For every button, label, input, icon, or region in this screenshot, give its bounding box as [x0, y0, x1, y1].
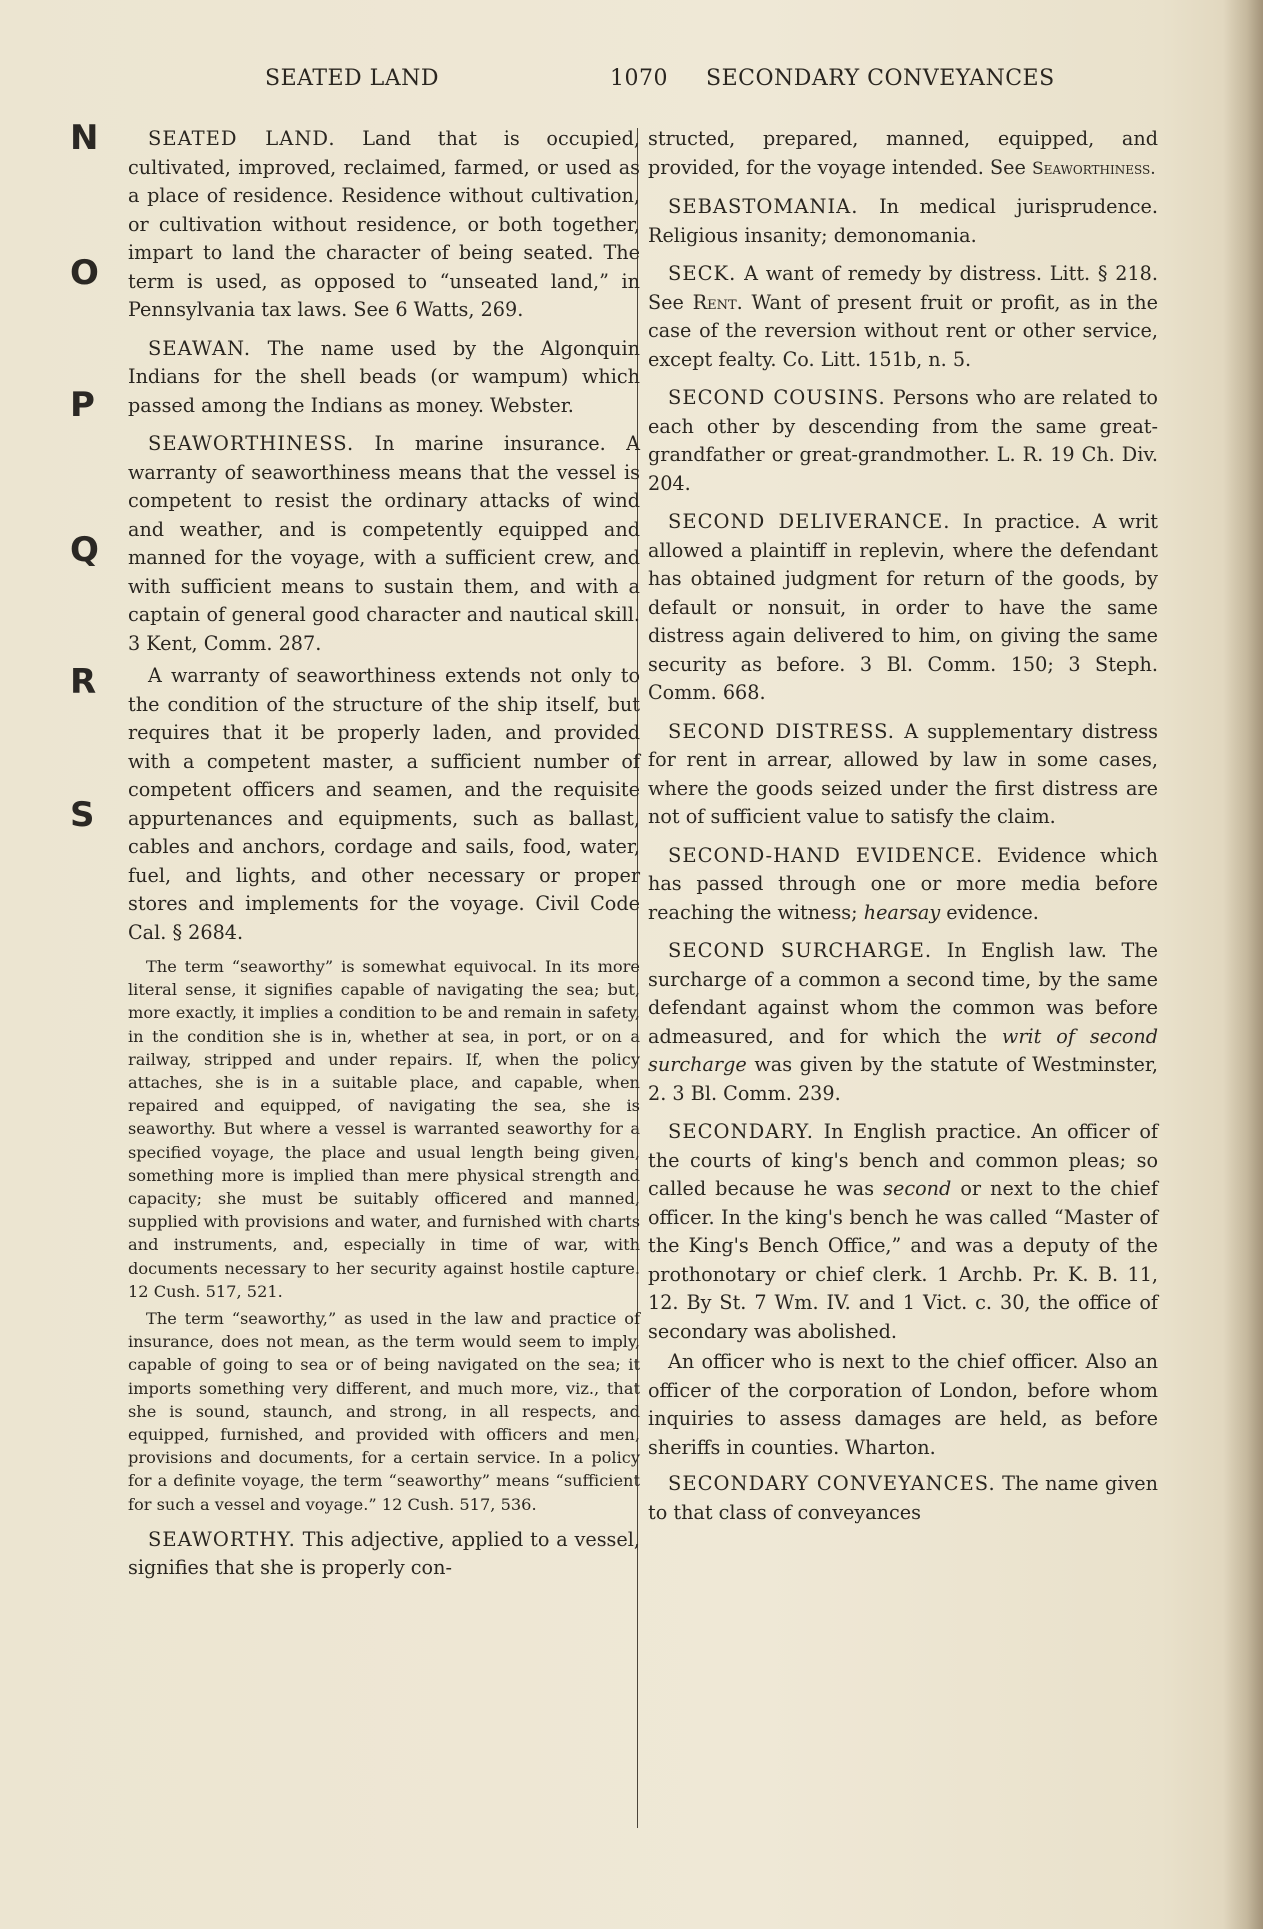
entry-second-deliverance [648, 508, 1158, 708]
entry-definition: In English practice. An officer of the courts of king's bench and common pleas; so called because he was [648, 1120, 1158, 1200]
entry-headword: SEAWAN. [148, 336, 252, 360]
thumb-index-letter[interactable]: R [70, 662, 97, 702]
entry-second-distress [648, 718, 1158, 832]
italic-term: hearsay [863, 900, 941, 924]
running-header [0, 66, 1263, 100]
entry-headword: SECOND DISTRESS. [668, 719, 895, 743]
book-spine-shadow [1223, 0, 1263, 1929]
entry-secondary [648, 1118, 1158, 1346]
entry-definition: Evidence which has passed through one or more media before reaching the witness; [648, 843, 1158, 924]
italic-term: second [883, 1177, 952, 1200]
cross-reference: Rent. [692, 290, 743, 314]
entry-headword: SECOND COUSINS. [668, 386, 886, 409]
entry-headword: SECK. [668, 262, 737, 285]
entry-headword: SECOND-HAND EVIDENCE. [668, 843, 984, 867]
thumb-index-letter[interactable]: N [70, 118, 99, 158]
entry-sebastomania [648, 193, 1158, 250]
entry-definition: This adjective, applied to a vessel, signifies that she is properly con- [128, 1527, 640, 1580]
header-right-guideword: SECONDARY CONVEYANCES [706, 66, 1055, 91]
thumb-index-letter[interactable]: O [70, 253, 99, 293]
left-column [128, 125, 640, 1593]
cross-reference: Seaworthiness. [1031, 158, 1156, 179]
entry-definition: In practice. A writ allowed a plaintiff in replevin, where the defendant has obtained judgment for return of the goods, by default or nonsuit, in order to have the same distress again delivered to him, on giving the same security as before. 3 Bl. Comm. 150; 3 Steph. Comm. 668. [648, 510, 1158, 704]
entry-definition: or next to the chief officer. In the king's bench he was called “Master of the King's Bench Office,” and was a deputy of the prothonotary or chief clerk. 1 Archb. Pr. K. B. 11, 12. By St. 7 Wm. IV. and 1 Vict. c. 30, the office of secondary was abolished. [648, 1177, 1158, 1343]
entry-definition: evidence. [940, 900, 1039, 924]
entry-seck [648, 260, 1158, 374]
entry-headword: SEAWORTHINESS. [148, 432, 355, 455]
entry-definition: In English law. The surcharge of a common a second time, by the same defendant against whom the common was before admeasured, and for which the [648, 939, 1158, 1048]
entry-definition: A want of remedy by distress. Litt. § 218. See [648, 262, 1158, 314]
entry-secondary-conveyances [648, 1470, 1158, 1527]
entry-definition: Want of present fruit or profit, as in the case of the reversion without rent or other service, except fealty. Co. Litt. 151b, n. 5. [648, 290, 1158, 371]
header-left-guideword: SEATED LAND [265, 66, 440, 91]
entry-seaworthiness [128, 430, 640, 658]
italic-term: writ of second surcharge [648, 1024, 1159, 1076]
thumb-index-letter[interactable]: S [70, 795, 95, 835]
entry-note: The term “seaworthy,” as used in the law and practice of insurance, does not mean, as the term would seem to imply, capable of going to sea or of being navigated on the sea; it imports something very different, and much more, viz., that she is sound, staunch, and strong, in all respects, and equipped, furnished, and provided with officers and men, provisions and documents, for a certain service. In a policy for a definite voyage, the term “seaworthy” means “sufficient for such a vessel and voyage.” 12 Cush. 517, 536. [128, 1309, 640, 1514]
entry-headword: SECONDARY CONVEYANCES. [668, 1472, 996, 1495]
entry-second-hand-evidence [648, 842, 1158, 928]
entry-definition: In medical jurisprudence. Religious insanity; demonomania. [648, 195, 1158, 247]
entry-definition: Persons who are related to each other by descending from the same great-grandfather or great-grandmother. L. R. 19 Ch. Div. 204. [648, 386, 1158, 495]
entry-note: The term “seaworthy” is somewhat equivocal. In its more literal sense, it signifies capable of navigating the sea; but, more exactly, it implies a condition to be and remain in safety, in the condition she is in, whether at sea, in port, or on a railway, stripped and under repairs. If, when the policy attaches, she is in a suitable place, and capable, when repaired and equipped, of navigating the sea, she is seaworthy. But where a vessel is warranted seaworthy for a specified voyage, the place and usual length being given, something more is implied than mere physical strength and capacity; she must be suitably officered and manned, supplied with provisions and water, and furnished with charts and instruments, and, especially in time of war, with documents necessary to her security against hostile capture. 12 Cush. 517, 521. [128, 957, 640, 1301]
entry-second-surcharge [648, 937, 1158, 1108]
entry-headword: SEAWORTHY. [148, 1527, 296, 1551]
entry-seaworthy [128, 1526, 640, 1583]
entry-definition: The name given to that class of conveyances [648, 1472, 1159, 1524]
entry-definition: In marine insurance. A warranty of seaworthiness means that the vessel is competent to resist the ordinary attacks of wind and weather, and is competently equipped and manned for the voyage, with a sufficient crew, and with sufficient means to sustain them, and with a captain of general good character and nautical skill. 3 Kent, Comm. 287. [128, 432, 640, 655]
entry-seaworthy-continued [648, 125, 1158, 183]
entry-paragraph: A warranty of seaworthiness extends not only to the condition of the structure of the ship itself, but requires that it be properly laden, and provided with a competent master, a sufficient number of competent officers and seamen, and the requisite appurtenances and equipments, such as ballast, cables and anchors, cordage and sails, food, water, fuel, and lights, and other necessary or proper stores and implements for the voyage. Civil Code Cal. § 2684. [128, 664, 640, 944]
entry-definition: The name used by the Algonquin Indians for the shell beads (or wampum) which passed among the Indians as money. Webster. [128, 336, 640, 417]
thumb-index-letter[interactable]: P [70, 385, 95, 425]
entry-second-cousins [648, 384, 1158, 498]
entry-headword: SECOND SURCHARGE. [668, 939, 933, 962]
entry-definition: A supplementary distress for rent in arrear, allowed by law in some cases, where the goods seized under the first distress are not of sufficient value to satisfy the claim. [648, 719, 1158, 828]
entry-paragraph: An officer who is next to the chief officer. Also an officer of the corporation of London, before whom inquiries to assess damages are held, as before sheriffs in counties. Wharton. [648, 1350, 1158, 1459]
entry-seated-land [128, 125, 640, 325]
right-column [648, 125, 1158, 1537]
entry-headword: SECONDARY. [668, 1120, 814, 1143]
entry-headword: SEATED LAND. [148, 127, 336, 150]
entry-definition: was given by the statute of Westminster, 2. 3 Bl. Comm. 239. [648, 1053, 1158, 1105]
entry-seawan [128, 335, 640, 421]
entry-definition: structed, prepared, manned, equipped, and provided, for the voyage intended. See [648, 127, 1158, 179]
entry-definition: Land that is occupied, cultivated, improved, reclaimed, farmed, or used as a place of residence. Residence without cultivation, or cultivation without residence, or both together, impart to land the character of being seated. The term is used, as opposed to “unseated land,” in Pennsylvania tax laws. See 6 Watts, 269. [128, 127, 640, 321]
page-number: 1070 [610, 66, 668, 91]
entry-headword: SECOND DELIVERANCE. [668, 510, 951, 533]
thumb-index-letter[interactable]: Q [70, 530, 99, 570]
entry-headword: SEBASTOMANIA. [668, 195, 859, 218]
